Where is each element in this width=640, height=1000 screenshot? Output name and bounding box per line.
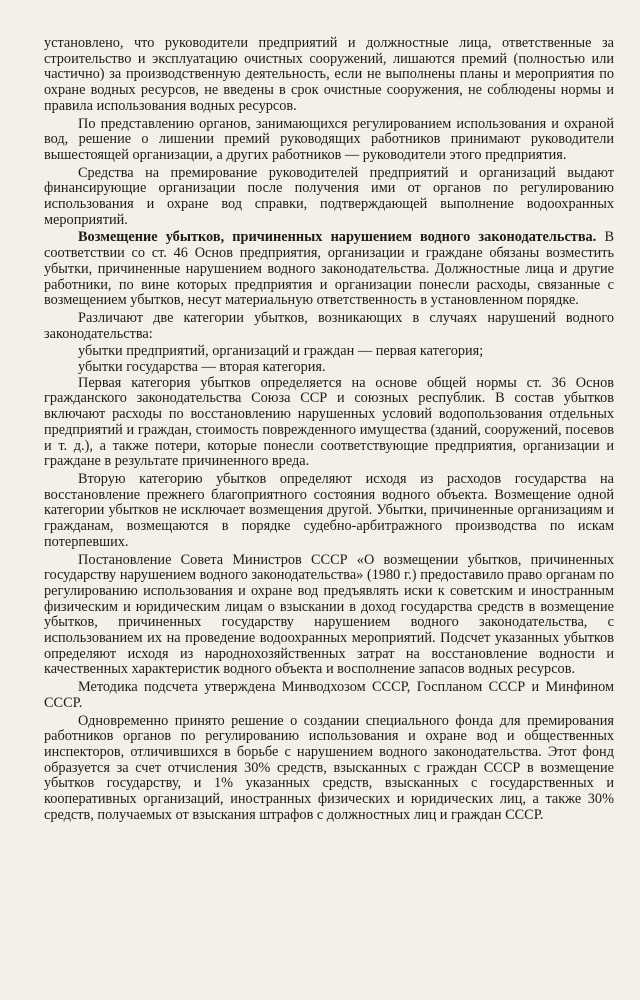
paragraph-damages-compensation <box>44 230 614 309</box>
paragraph-damages-text: В соответствии со ст. 46 Основ предприятия, организации и граждане обязаны возместить убытки, причиненные нарушением водного законодательства. Должностные лица и другие работники, по вине которых предприятия и организации понесли расходы, связанные с возмещением убытков, несут материальную ответственность в установленном порядке. <box>44 229 614 309</box>
list-item-first-category: убытки предприятий, организаций и граждан — первая категория; <box>78 343 484 360</box>
document-page <box>44 36 614 825</box>
paragraph-special-fund: Одновременно принято решение о создании специального фонда для премирования работников органов по регулированию использования и охране вод и общественных инспекторов, отличившихся в борьбе с нарушением водного законодательства. Этот фонд образуется за счет отчисления 30% средств, взысканных с граждан СССР в возмещение убытков государству, и 1% указанных средств, взысканных с государственных и кооперативных организаций, иностранных физических и юридических лиц, а также 30% средств, получаемых от взыскания штрафов с должностных лиц и граждан СССР. <box>44 712 614 823</box>
paragraph-methodology: Методика подсчета утверждена Минводхозом СССР, Госпланом СССР и Минфином СССР. <box>44 679 614 711</box>
paragraph-second-category: Вторую категорию убытков определяют исходя из расходов государства на восстановление прежнего благоприятного состояния водного объекта. Возмещение одной категории убытков не исключает возмещения другой. Убытки, причиненные организациям и гражданам, возмещаются в порядке судебно-арбитражного производства по искам потерпевших. <box>44 470 614 550</box>
paragraph-premium-funds: Средства на премирование руководителей предприятий и организаций выдают финансирующие организации после получения ими от органов по регулированию использования и охране вод справки, подтверждающей выполнение водоохранных мероприятий. <box>44 164 614 228</box>
paragraph-premium-decision: По представлению органов, занимающихся регулированием использования и охраной вод, решение о лишении премий руководящих работников принимают руководители вышестоящей организации, а других работников — руководители этого предприятия. <box>44 115 614 163</box>
list-item-second-category: убытки государства — вторая категория. <box>78 359 326 376</box>
paragraph-first-category: Первая категория убытков определяется на основе общей нормы ст. 36 Основ гражданского законодательства Союза ССР и союзных республик. В состав убытков включают расходы по восстановлению нарушенных условий водопользования отдельных предприятий и граждан, стоимость поврежденного имущества (зданий, сооружений, посевов и т. д.), а также потери, которые понесли соответствующие предприятия, организации и граждане в результате причиненного вреда. <box>44 374 614 470</box>
section-heading-damages: Возмещение убытков, причиненных нарушением водного законодательства. <box>78 229 597 246</box>
paragraph-council-resolution: Постановление Совета Министров СССР «О возмещении убытков, причиненных государству нарушением водного законодательства» (1980 г.) предоставило право органам по регулированию использования и охране вод предъявлять иски к советским и иностранным физическим и юридическим лицам о взыскании в доход государства средств в возмещение убытков, причиненных государству нарушением водного законодательства, с использованием их на проведение водоохранных мероприятий. Подсчет указанных убытков определяют исходя из народнохозяйственных затрат на восстановление водности и качественных характеристик водного объекта и восполнение запасов водных ресурсов. <box>44 551 614 678</box>
paragraph-damage-categories: Различают две категории убытков, возникающих в случаях нарушений водного законодательства: <box>44 309 614 342</box>
paragraph-premium-deprivation: установлено, что руководители предприятий и должностные лица, ответственные за строительство и эксплуатацию очистных сооружений, лишаются премий (полностью или частично) за производственную деятельность, если не выполнены планы и мероприятия по охране водных ресурсов, не введены в срок очистные сооружения, не соблюдены нормы и правила использования водных ресурсов. <box>44 35 614 114</box>
